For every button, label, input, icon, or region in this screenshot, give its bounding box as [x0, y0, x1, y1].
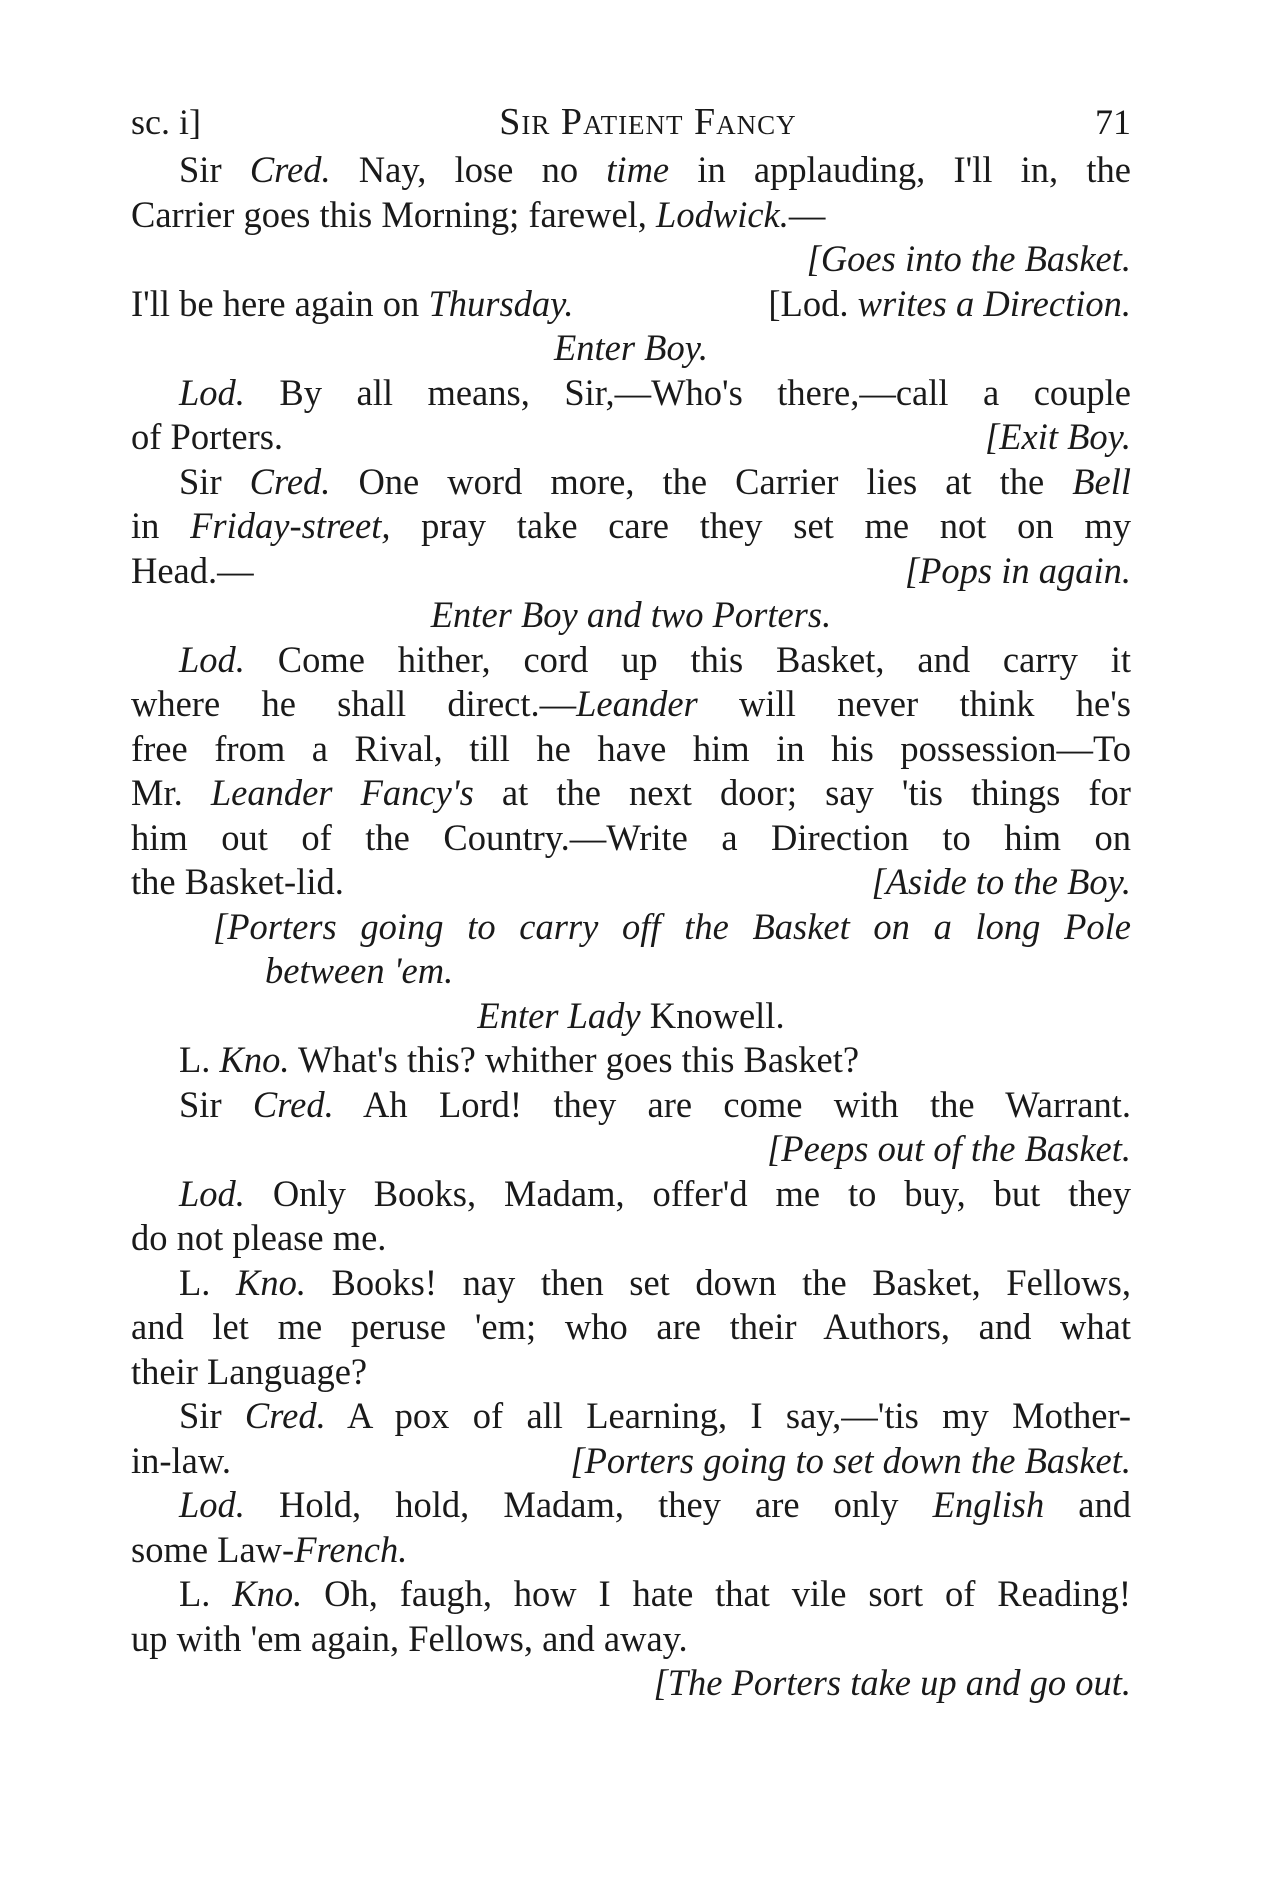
text-line: Sir Cred. Nay, lose no time in applauding, I'll in, the: [179, 149, 1131, 190]
text-line: L. Kno. Books! nay then set down the Basket, Fellows,: [179, 1261, 1131, 1303]
text-line: Mr. Leander Fancy's at the next door; say 'tis things for: [131, 772, 1131, 813]
text-line: him out of the Country.—Write a Direction to him on: [131, 816, 1131, 858]
text-line: I'll be here again on Thursday. [Lod. writes a Direction.: [131, 282, 1131, 324]
text-line: Lod. Only Books, Madam, offer'd me to buy, but they: [179, 1172, 1131, 1214]
stage-direction: Enter Lady Knowell.: [477, 994, 785, 1036]
stage-direction: [The Porters take up and go out.: [653, 1662, 1131, 1703]
text-line: do not please me.: [131, 1217, 387, 1258]
text-line: Head.— [Pops in again.: [131, 549, 1131, 591]
text-line: their Language?: [131, 1350, 368, 1392]
page-number: 71: [1095, 102, 1131, 142]
text-line: in-law. [Porters going to set down the Basket.: [131, 1439, 1131, 1481]
text-line: Sir Cred. One word more, the Carrier lies at the Bell: [179, 460, 1131, 502]
text-line: and let me peruse 'em; who are their Authors, and what: [131, 1306, 1131, 1347]
text-line: in Friday-street, pray take care they set me not on my: [131, 505, 1131, 546]
text-line: Lod. Hold, hold, Madam, they are only English and: [179, 1484, 1131, 1525]
text-line: some Law-French.: [131, 1528, 408, 1570]
text-line: of Porters. [Exit Boy.: [131, 416, 1131, 457]
text-line: Sir Cred. Ah Lord! they are come with the Warrant.: [179, 1083, 1131, 1125]
text-line: Carrier goes this Morning; farewel, Lodwick.—: [131, 193, 826, 235]
stage-direction: Enter Boy.: [553, 327, 709, 368]
text-line: L. Kno. Oh, faugh, how I hate that vile sort of Reading!: [179, 1573, 1131, 1614]
text-line: the Basket-lid. [Aside to the Boy.: [131, 861, 1131, 902]
text-line: up with 'em again, Fellows, and away.: [131, 1617, 688, 1659]
text-line: Lod. By all means, Sir,—Who's there,—call a couple: [179, 371, 1131, 413]
stage-direction: between 'em.: [265, 950, 454, 991]
stage-direction: [Porters going to carry off the Basket on a long Pole: [213, 905, 1131, 947]
text-line: Sir Cred. A pox of all Learning, I say,—'tis my Mother-: [179, 1395, 1131, 1436]
text-line: where he shall direct.—Leander will never think he's: [131, 683, 1131, 724]
running-title: Sir Patient Fancy: [499, 101, 797, 143]
text-line: L. Kno. What's this? whither goes this Basket?: [179, 1039, 860, 1080]
stage-direction: [Peeps out of the Basket.: [767, 1128, 1131, 1169]
section-marker: sc. i]: [131, 102, 201, 142]
play-text: [131, 148, 1131, 1706]
text-line: Lod. Come hither, cord up this Basket, and carry it: [179, 638, 1131, 680]
stage-direction: [Goes into the Basket.: [806, 238, 1131, 279]
stage-direction: Enter Boy and two Porters.: [430, 594, 832, 635]
text-line: free from a Rival, till he have him in his possession—To: [131, 727, 1131, 769]
